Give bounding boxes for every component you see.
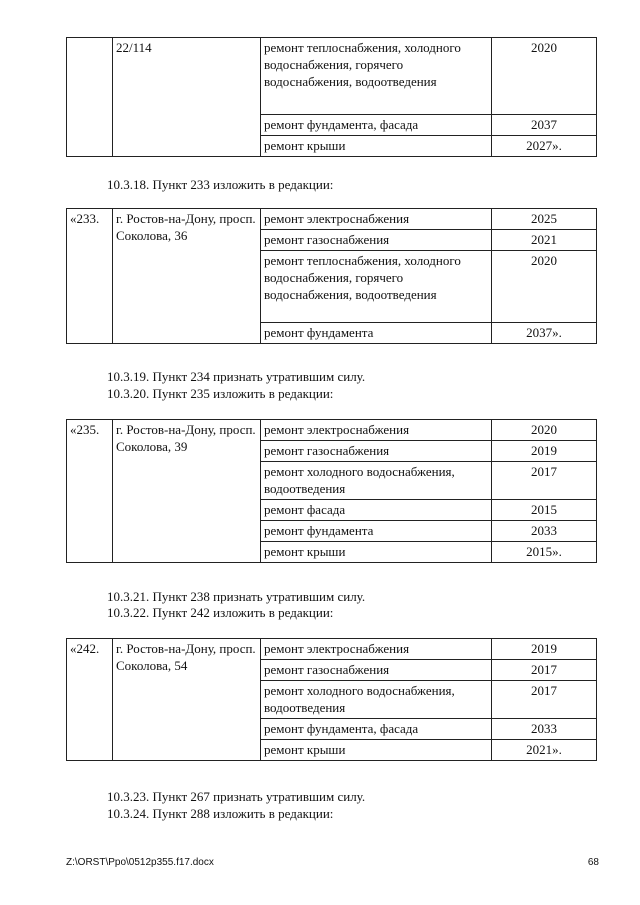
year-cell: 2033 [492, 719, 597, 740]
year-cell: 2033 [492, 521, 597, 542]
year-cell: 2020 [492, 38, 597, 115]
table-item-235 [66, 419, 597, 563]
paragraph-10-3-18: 10.3.18. Пункт 233 изложить в редакции: [107, 177, 334, 192]
work-cell: ремонт газоснабжения [261, 441, 492, 462]
year-cell: 2019 [492, 441, 597, 462]
work-cell: ремонт фундамента, фасада [261, 719, 492, 740]
year-cell: 2015 [492, 500, 597, 521]
address-cell: г. Ростов-на-Дону, просп. Соколова, 54 [113, 639, 261, 761]
work-cell: ремонт теплоснабжения, холодного водоснабжения, горячего водоснабжения, водоотведения [261, 251, 492, 323]
address-cell: г. Ростов-на-Дону, просп. Соколова, 39 [113, 420, 261, 563]
year-cell: 2021 [492, 230, 597, 251]
item-number-cell: «242. [67, 639, 113, 761]
paragraph-10-3-22: 10.3.22. Пункт 242 изложить в редакции: [107, 605, 334, 620]
table-row [67, 209, 597, 230]
work-cell: ремонт фундамента [261, 323, 492, 344]
paragraph-10-3-21: 10.3.21. Пункт 238 признать утратившим силу. [107, 589, 366, 604]
table-row [67, 420, 597, 441]
item-number-cell: «235. [67, 420, 113, 563]
item-number-cell: «233. [67, 209, 113, 344]
paragraph-10-3-24: 10.3.24. Пункт 288 изложить в редакции: [107, 806, 334, 821]
year-cell: 2025 [492, 209, 597, 230]
work-cell: ремонт фундамента, фасада [261, 115, 492, 136]
item-number-cell [67, 38, 113, 157]
work-cell: ремонт электроснабжения [261, 639, 492, 660]
work-cell: ремонт крыши [261, 136, 492, 157]
work-cell: ремонт газоснабжения [261, 230, 492, 251]
table-row [67, 639, 597, 660]
work-cell: ремонт крыши [261, 740, 492, 761]
year-cell: 2027». [492, 136, 597, 157]
year-cell: 2019 [492, 639, 597, 660]
footer-page-number: 68 [587, 857, 599, 868]
address-cell: 22/114 [113, 38, 261, 157]
address-cell: г. Ростов-на-Дону, просп. Соколова, 36 [113, 209, 261, 344]
work-cell: ремонт фасада [261, 500, 492, 521]
year-cell: 2017 [492, 660, 597, 681]
table-item-continuation [66, 37, 597, 157]
work-cell: ремонт фундамента [261, 521, 492, 542]
footer-file-path: Z:\ORST\Ppo\0512p355.f17.docx [66, 857, 214, 868]
table-row [67, 38, 597, 115]
year-cell: 2021». [492, 740, 597, 761]
year-cell: 2020 [492, 251, 597, 323]
table-item-242 [66, 638, 597, 761]
work-cell: ремонт холодного водоснабжения, водоотведения [261, 681, 492, 719]
paragraph-10-3-23: 10.3.23. Пункт 267 признать утратившим силу. [107, 789, 366, 804]
year-cell: 2015». [492, 542, 597, 563]
paragraph-10-3-20: 10.3.20. Пункт 235 изложить в редакции: [107, 386, 334, 401]
work-cell: ремонт крыши [261, 542, 492, 563]
work-cell: ремонт электроснабжения [261, 209, 492, 230]
year-cell: 2037». [492, 323, 597, 344]
work-cell: ремонт электроснабжения [261, 420, 492, 441]
paragraph-10-3-19: 10.3.19. Пункт 234 признать утратившим силу. [107, 369, 366, 384]
work-cell: ремонт газоснабжения [261, 660, 492, 681]
work-cell: ремонт холодного водоснабжения, водоотведения [261, 462, 492, 500]
year-cell: 2017 [492, 462, 597, 500]
year-cell: 2017 [492, 681, 597, 719]
table-item-233 [66, 208, 597, 344]
work-cell: ремонт теплоснабжения, холодного водоснабжения, горячего водоснабжения, водоотведения [261, 38, 492, 115]
year-cell: 2037 [492, 115, 597, 136]
year-cell: 2020 [492, 420, 597, 441]
